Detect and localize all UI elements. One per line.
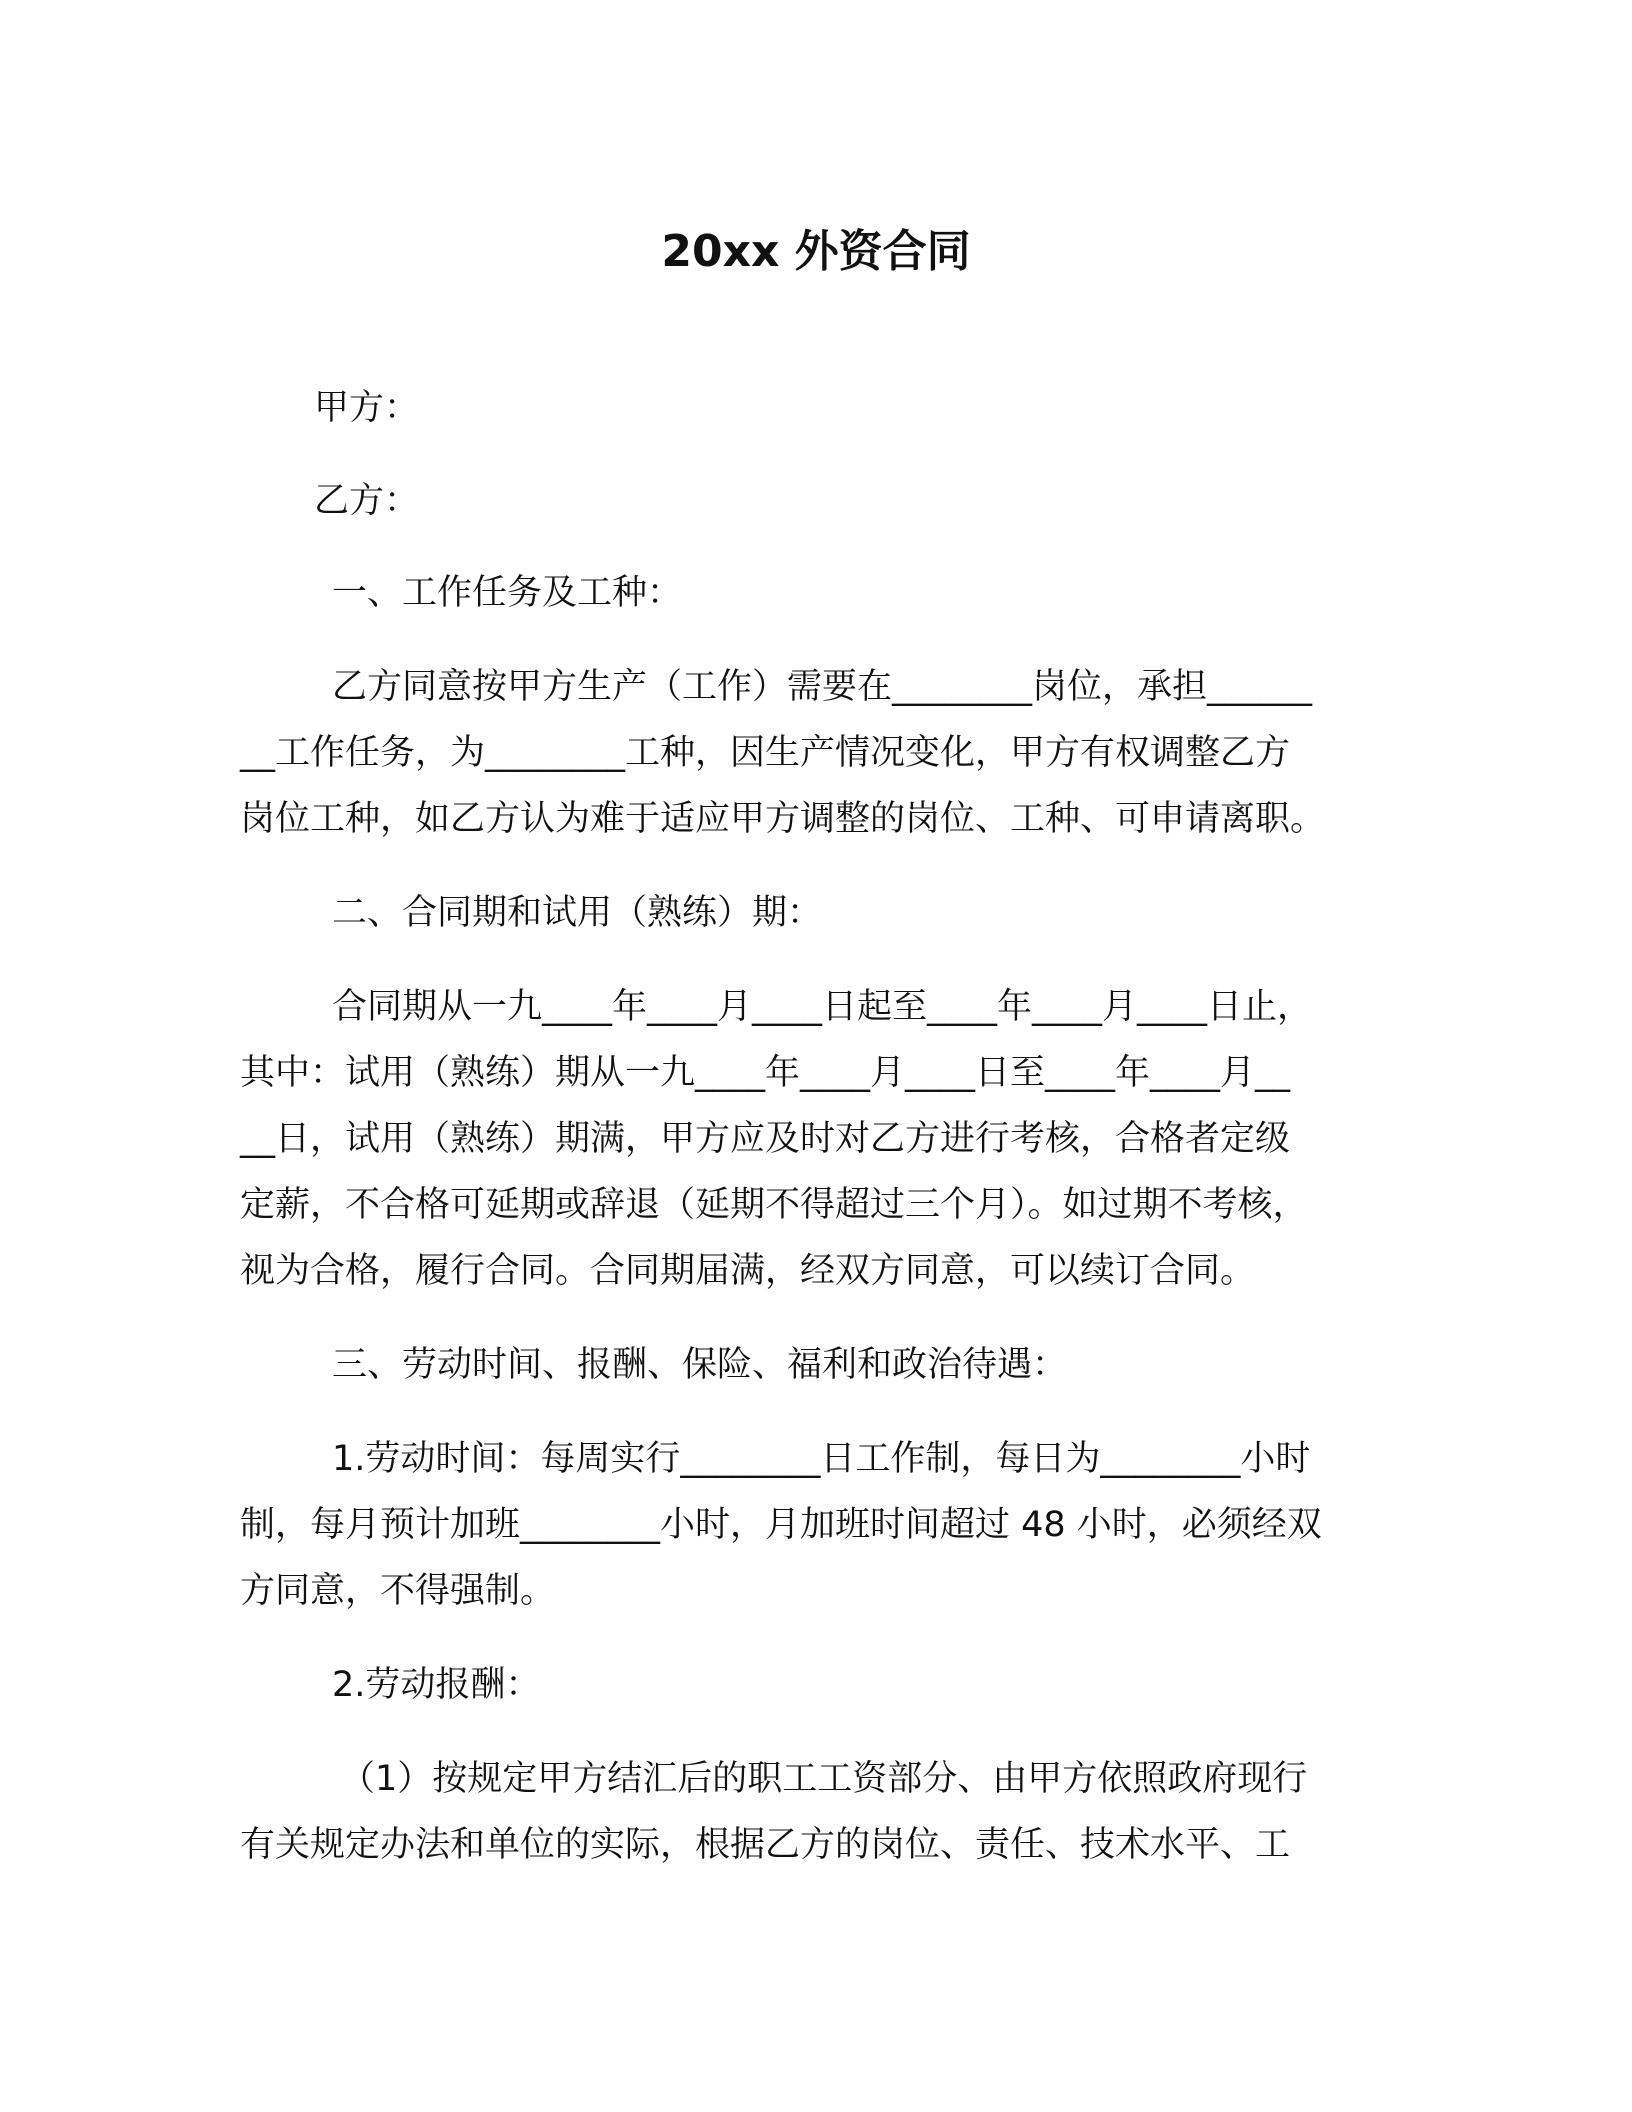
section3-heading: 三、劳动时间、报酬、保险、福利和政治待遇：	[332, 1345, 1068, 1385]
section1-line: 乙方同意按甲方生产（工作）需要在________岗位，承担______	[332, 667, 1313, 707]
section3-item2-heading: 2.劳动报酬：	[332, 1665, 541, 1705]
section1-heading: 一、工作任务及工种：	[332, 573, 683, 613]
party-a-label: 甲方：	[314, 388, 420, 428]
section3-item2-sub1-line: （1）按规定甲方结汇后的职工工资部分、由甲方依照政府现行	[340, 1759, 1308, 1799]
section2-line: 视为合格，履行合同。合同期届满，经双方同意，可以续订合同。	[240, 1251, 1256, 1291]
section3-item1-line: 方同意，不得强制。	[240, 1571, 556, 1611]
section2-line: 定薪，不合格可延期或辞退（延期不得超过三个月）。如过期不考核，	[240, 1185, 1308, 1225]
section2-heading: 二、合同期和试用（熟练）期：	[332, 893, 823, 933]
section2-line: 合同期从一九____年____月____日起至____年____月____日止，	[332, 987, 1313, 1027]
section3-item1-line: 1.劳动时间：每周实行________日工作制，每日为________小时	[332, 1439, 1311, 1479]
section2-line: 其中：试用（熟练）期从一九____年____月____日至____年____月__	[240, 1053, 1291, 1093]
document-title: 20xx 外资合同	[661, 226, 971, 277]
section1-line: __工作任务，为________工种，因生产情况变化，甲方有权调整乙方	[240, 733, 1291, 773]
party-b-label: 乙方：	[314, 481, 420, 521]
section1-line: 岗位工种，如乙方认为难于适应甲方调整的岗位、工种、可申请离职。	[240, 799, 1326, 839]
section3-item1-line: 制，每月预计加班________小时，月加班时间超过 48 小时，必须经双	[240, 1505, 1322, 1545]
section3-item2-sub1-line: 有关规定办法和单位的实际，根据乙方的岗位、责任、技术水平、工	[240, 1825, 1291, 1865]
section2-line: __日，试用（熟练）期满，甲方应及时对乙方进行考核，合格者定级	[240, 1119, 1291, 1159]
